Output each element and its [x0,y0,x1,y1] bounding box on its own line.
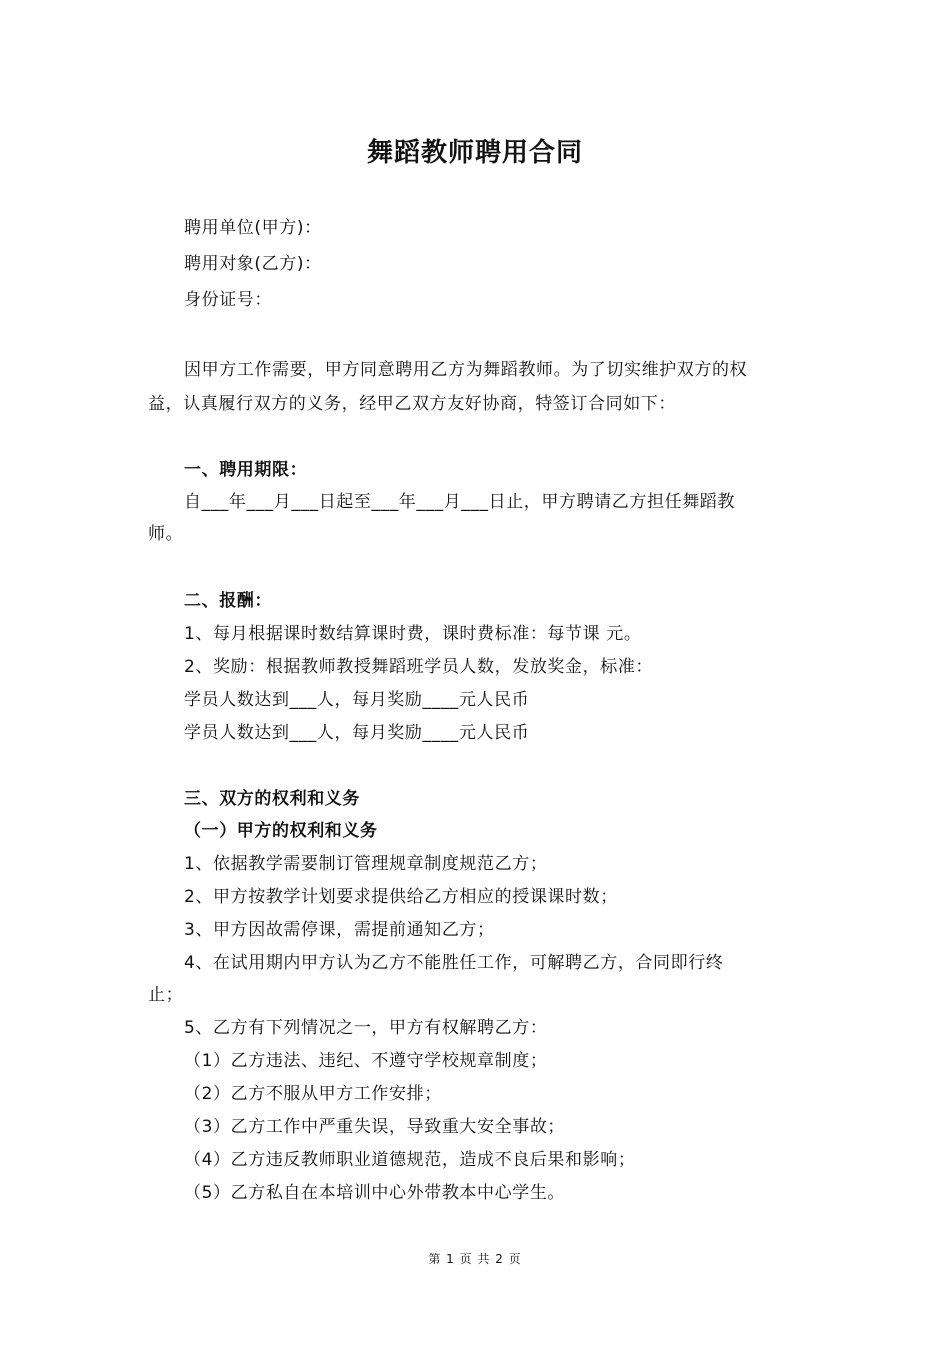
employer-field: 聘用单位(甲方)： [184,218,322,238]
list-item: （2）乙方不服从甲方工作安排； [184,1084,442,1104]
list-item: 2、奖励：根据教师教授舞蹈班学员人数，发放奖金，标准： [184,657,654,677]
list-item: 3、甲方因故需停课，需提前通知乙方； [184,920,495,940]
list-item: 学员人数达到___人，每月奖励____元人民币 [184,690,530,710]
list-item: 1、每月根据课时数结算课时费，课时费标准：每节课 元。 [184,624,642,644]
list-item: 1、依据教学需要制订管理规章制度规范乙方； [184,854,548,874]
intro-paragraph-line: 因甲方工作需要，甲方同意聘用乙方为舞蹈教师。为了切实维护双方的权 [184,360,748,380]
list-item: （4）乙方违反教师职业道德规范，造成不良后果和影响； [184,1150,636,1170]
subsection-heading: （一）甲方的权利和义务 [184,821,378,841]
employee-field: 聘用对象(乙方)： [184,254,322,274]
list-item: 止； [148,985,184,1005]
list-item: 2、甲方按教学计划要求提供给乙方相应的授课课时数； [184,887,618,907]
page-footer: 第 1 页 共 2 页 [428,1252,522,1266]
document-title: 舞蹈教师聘用合同 [366,138,583,168]
section-heading: 三、双方的权利和义务 [184,789,360,809]
paragraph-line: 师。 [148,524,184,544]
list-item: 5、乙方有下列情况之一，甲方有权解聘乙方： [184,1018,548,1038]
list-item: 学员人数达到___人，每月奖励____元人民币 [184,723,530,743]
list-item: （5）乙方私自在本培训中心外带教本中心学生。 [184,1183,566,1203]
id-number-field: 身份证号： [184,290,272,310]
list-item: 4、在试用期内甲方认为乙方不能胜任工作，可解聘乙方，合同即行终 [184,953,724,973]
list-item: （1）乙方违法、违纪、不遵守学校规章制度； [184,1051,548,1071]
section-heading: 一、聘用期限： [184,460,308,480]
list-item: （3）乙方工作中严重失误，导致重大安全事故； [184,1117,566,1137]
intro-paragraph-line: 益，认真履行双方的义务，经甲乙双方友好协商，特签订合同如下： [148,394,676,414]
paragraph-line: 自___年___月___日起至___年___月___日止，甲方聘请乙方担任舞蹈教 [184,492,735,512]
section-heading: 二、报酬： [184,591,272,611]
